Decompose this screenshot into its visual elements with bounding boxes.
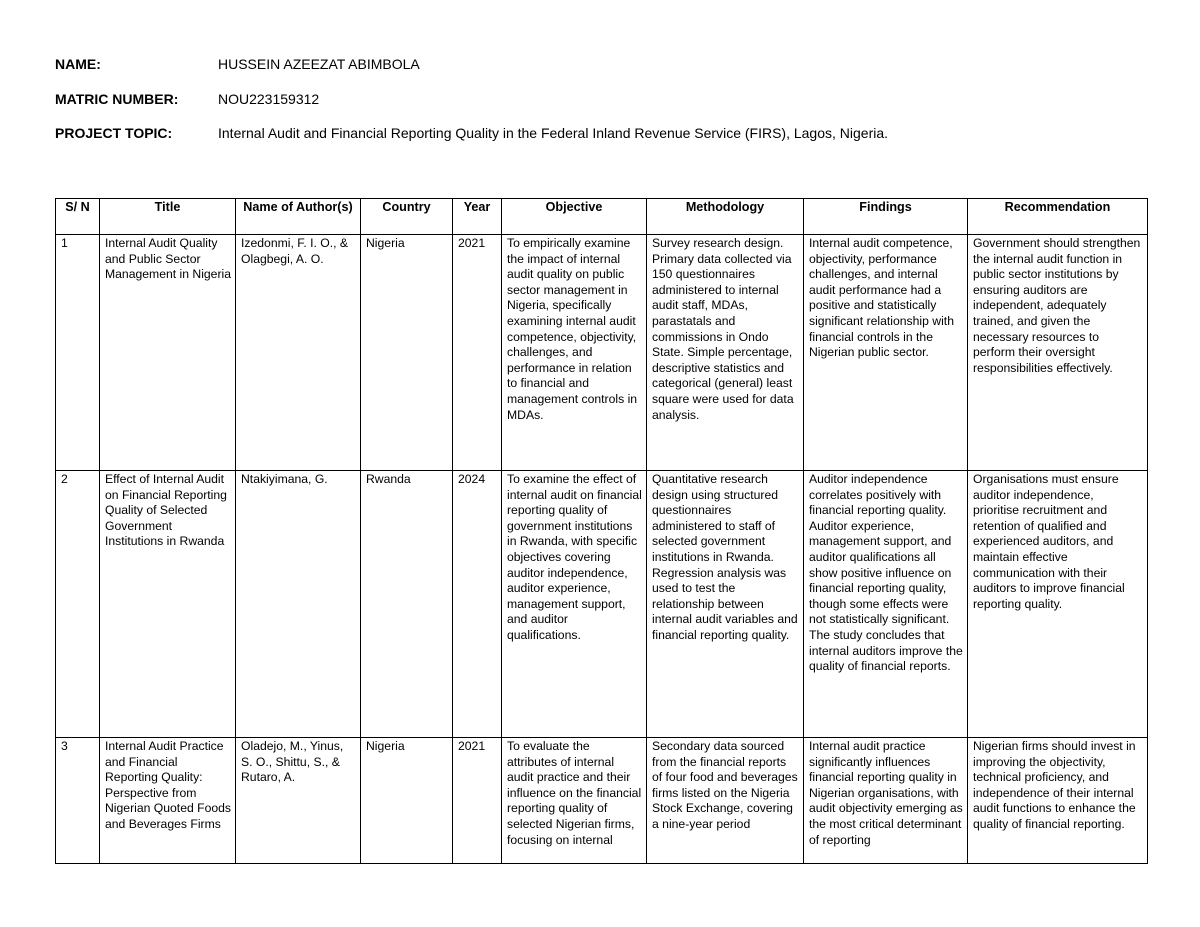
cell-country: Nigeria <box>361 738 453 864</box>
matric-number-label: MATRIC NUMBER: <box>55 91 179 107</box>
column-header-objective: Objective <box>502 199 647 235</box>
cell-country: Nigeria <box>361 235 453 471</box>
project-topic-label: PROJECT TOPIC: <box>55 125 173 141</box>
project-topic-value: Internal Audit and Financial Reporting Quality in the Federal Inland Revenue Service (FIRS), Lagos, Nigeria. <box>218 125 889 141</box>
cell-objective: To examine the effect of internal audit on financial reporting quality of government institutions in Rwanda, with specific objectives covering auditor independence, auditor experience, management support, and auditor qualifications. <box>502 471 647 738</box>
column-header-sn: S/ N <box>56 199 100 235</box>
cell-title: Internal Audit Quality and Public Sector Management in Nigeria <box>100 235 236 471</box>
cell-objective: To empirically examine the impact of internal audit quality on public sector management in Nigeria, specifically examining internal audit competence, objectivity, challenges, and performance in relation to financial and management controls in MDAs. <box>502 235 647 471</box>
column-header-year: Year <box>453 199 502 235</box>
cell-findings: Auditor independence correlates positively with financial reporting quality. Auditor experience, management support, and auditor qualifications all show positive influence on financial reporting quality, though some effects were not statistically significant. The study concludes that internal auditors improve the quality of financial reports. <box>804 471 968 738</box>
cell-sn: 1 <box>56 235 100 471</box>
cell-findings: Internal audit practice significantly influences financial reporting quality in Nigerian organisations, with audit objectivity emerging as the most critical determinant of reporting <box>804 738 968 864</box>
cell-methodology: Survey research design. Primary data collected via 150 questionnaires administered to internal audit staff, MDAs, parastatals and commissions in Ondo State. Simple percentage, descriptive statistics and categorical (general) least square were used for data analysis. <box>647 235 804 471</box>
cell-sn: 3 <box>56 738 100 864</box>
cell-authors: Izedonmi, F. I. O., & Olagbegi, A. O. <box>236 235 361 471</box>
cell-sn: 2 <box>56 471 100 738</box>
cell-objective: To evaluate the attributes of internal audit practice and their influence on the financial reporting quality of selected Nigerian firms, focusing on internal <box>502 738 647 864</box>
cell-authors: Ntakiyimana, G. <box>236 471 361 738</box>
table-row <box>56 471 1148 738</box>
cell-title: Internal Audit Practice and Financial Reporting Quality: Perspective from Nigerian Quoted Foods and Beverages Firms <box>100 738 236 864</box>
column-header-methodology: Methodology <box>647 199 804 235</box>
column-header-recommendation: Recommendation <box>968 199 1148 235</box>
cell-year: 2021 <box>453 235 502 471</box>
name-label: NAME: <box>55 56 101 72</box>
cell-recommendation: Nigerian firms should invest in improving the objectivity, technical proficiency, and independence of their internal audit functions to enhance the quality of financial reporting. <box>968 738 1148 864</box>
column-header-country: Country <box>361 199 453 235</box>
cell-year: 2021 <box>453 738 502 864</box>
cell-year: 2024 <box>453 471 502 738</box>
matric-number-value: NOU223159312 <box>218 91 320 107</box>
cell-recommendation: Organisations must ensure auditor independence, prioritise recruitment and retention of qualified and experienced auditors, and maintain effective communication with their auditors to improve financial reporting quality. <box>968 471 1148 738</box>
cell-country: Rwanda <box>361 471 453 738</box>
table-header-row <box>56 199 1148 235</box>
column-header-findings: Findings <box>804 199 968 235</box>
name-value: HUSSEIN AZEEZAT ABIMBOLA <box>218 56 420 72</box>
table-row <box>56 738 1148 864</box>
literature-review-table <box>55 198 1148 864</box>
table-row <box>56 235 1148 471</box>
cell-findings: Internal audit competence, objectivity, performance challenges, and internal audit performance had a positive and statistically significant relationship with financial controls in the Nigerian public sector. <box>804 235 968 471</box>
cell-title: Effect of Internal Audit on Financial Reporting Quality of Selected Government Institutions in Rwanda <box>100 471 236 738</box>
column-header-authors: Name of Author(s) <box>236 199 361 235</box>
cell-authors: Oladejo, M., Yinus, S. O., Shittu, S., & Rutaro, A. <box>236 738 361 864</box>
cell-methodology: Secondary data sourced from the financial reports of four food and beverages firms listed on the Nigeria Stock Exchange, covering a nine-year period <box>647 738 804 864</box>
cell-methodology: Quantitative research design using structured questionnaires administered to staff of selected government institutions in Rwanda. Regression analysis was used to test the relationship between internal audit variables and financial reporting quality. <box>647 471 804 738</box>
cell-recommendation: Government should strengthen the internal audit function in public sector institutions by ensuring auditors are independent, adequately trained, and given the necessary resources to perform their oversight responsibilities effectively. <box>968 235 1148 471</box>
column-header-title: Title <box>100 199 236 235</box>
